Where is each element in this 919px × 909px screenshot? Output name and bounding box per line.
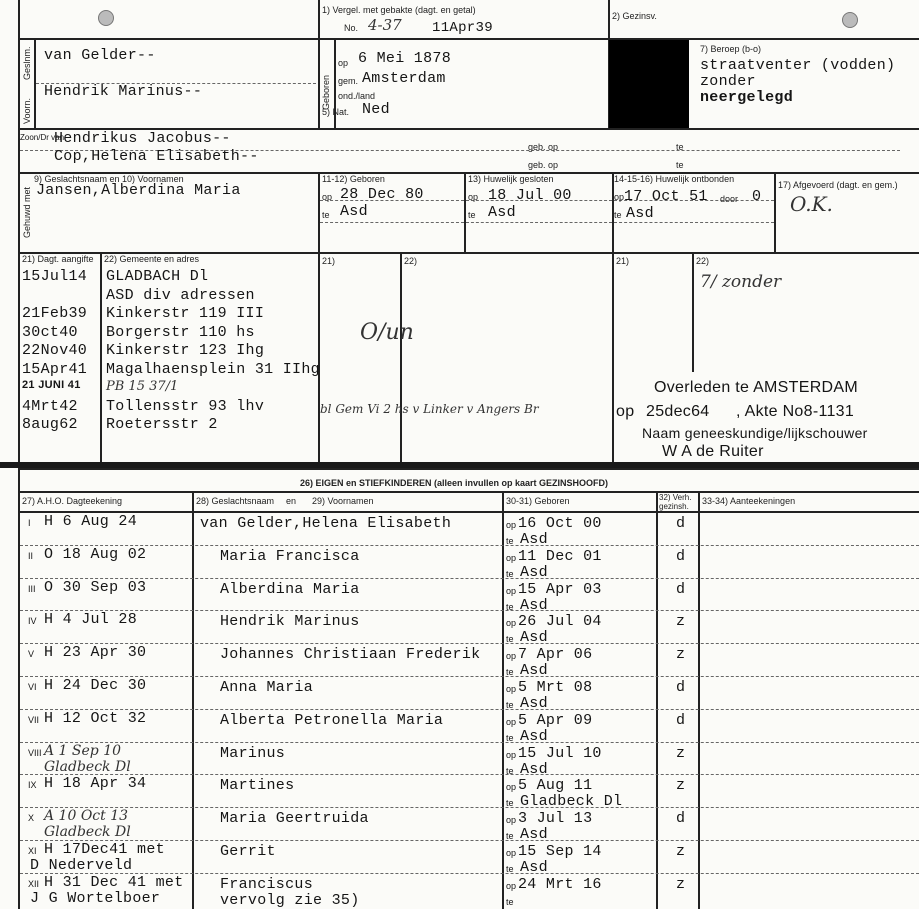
child-te-label: te	[506, 568, 514, 579]
child-op-label: op	[506, 618, 517, 629]
dissolved-header: 14-15-16) Huwelijk ontbonden	[614, 174, 735, 184]
punch-hole-icon	[842, 12, 858, 28]
rule	[614, 222, 774, 223]
child-op-label: op	[506, 716, 517, 727]
born-header: 30-31) Geboren	[506, 496, 570, 506]
child-aho: H 17Dec41 met	[44, 841, 165, 858]
row-divider	[20, 774, 919, 775]
child-number: VIII	[28, 747, 42, 758]
child-op-label: op	[506, 552, 517, 563]
married-label: Gehuwd met	[22, 186, 32, 238]
child-birth-date: 11 Dec 01	[518, 547, 602, 565]
child-te-label: te	[506, 732, 514, 743]
nationality: Ned	[362, 101, 390, 118]
child-aho: A 1 Sep 10	[44, 742, 122, 759]
child-birth-place: Asd	[520, 727, 548, 745]
spouse-birth-date: 28 Dec 80	[340, 186, 424, 203]
row-divider	[20, 578, 919, 579]
address-date: 15Apr41	[22, 360, 88, 378]
child-birth-place: Asd	[520, 629, 548, 647]
address-header: 22) Gemeente en adres	[104, 254, 200, 264]
marriage-te: te	[468, 210, 476, 220]
rule	[320, 222, 464, 223]
aho-header: 27) A.H.O. Dagteekening	[22, 496, 123, 506]
child-aho: H 18 Apr 34	[44, 775, 147, 793]
child-name: van Gelder,Helena Elisabeth	[200, 515, 452, 532]
child-verh: z	[676, 875, 686, 893]
and-header: en	[286, 496, 297, 506]
child-te-label: te	[506, 831, 514, 842]
child-number: II	[28, 550, 34, 561]
surname-header: 28) Geslachtsnaam	[196, 496, 275, 506]
child-op-label: op	[506, 848, 517, 858]
child-verh: d	[676, 711, 686, 729]
child-birth-date: 5 Mrt 08	[518, 679, 593, 696]
ond-land-label: ond./land	[338, 91, 376, 101]
rule	[18, 468, 20, 909]
child-birth-date: 15 Apr 03	[518, 580, 602, 598]
surname: van Gelder--	[44, 47, 156, 64]
parents-label: Zoon/Dr van	[20, 133, 65, 142]
death-akte: , Akte No8-1131	[736, 403, 855, 420]
child-op-label: op	[506, 585, 517, 596]
gezinsv-label: 2) Gezinsv.	[612, 11, 657, 21]
child-birth-date: 5 Apr 09	[518, 711, 593, 729]
marriage-op: op	[468, 192, 479, 202]
birth-date: 6 Mei 1878	[358, 50, 452, 67]
notes-header: 33-34) Aanteekeningen	[702, 496, 796, 506]
birth-label: Geboren	[321, 74, 331, 110]
mother-geb-label: geb. op	[528, 160, 559, 170]
child-birth-date: 15 Sep 14	[518, 843, 602, 860]
child-birth-date: 26 Jul 04	[518, 613, 602, 631]
child-te-label: te	[506, 536, 514, 546]
rule	[464, 172, 466, 252]
spouse-birth-op: op	[322, 192, 333, 202]
child-number: VI	[28, 682, 37, 692]
child-birth-date: 7 Apr 06	[518, 646, 593, 664]
child-number: VII	[28, 714, 40, 725]
father-geb-label: geb. op	[528, 142, 559, 152]
child-aho: H 31 Dec 41 met	[44, 873, 184, 891]
child-birth-place: Asd	[520, 695, 548, 712]
child-number: IX	[28, 780, 37, 791]
address-date: 21Feb39	[22, 305, 88, 322]
child-birth-place: Asd	[520, 596, 548, 614]
row-divider	[20, 807, 919, 808]
child-number: X	[28, 813, 35, 824]
child-op-label: op	[506, 782, 517, 793]
father: Hendrikus Jacobus--	[54, 130, 231, 147]
child-op-label: op	[506, 651, 517, 662]
child-te-label: te	[506, 798, 514, 809]
occupation-line-1: straatventer (vodden)	[700, 57, 896, 74]
address-text: Kinkerstr 123 Ihg	[106, 342, 265, 359]
child-verh: d	[676, 580, 686, 598]
mother: Cop,Helena Elisabeth--	[54, 148, 259, 165]
child-number: V	[28, 649, 35, 660]
child-aho: H 24 Dec 30	[44, 677, 147, 694]
child-verh: d	[676, 515, 686, 532]
address-date-header: 21) Dagt. aangifte	[22, 254, 94, 264]
address-text: PB 15 37/1	[106, 379, 179, 394]
marriage-header: 13) Huwelijk gesloten	[468, 174, 554, 184]
child-name: Martines	[220, 777, 295, 795]
death-date: 25dec64	[646, 403, 710, 420]
marriage-date: 18 Jul 00	[488, 187, 572, 204]
child-aho: H 12 Oct 32	[44, 709, 147, 727]
child-name: Maria Francisca	[220, 547, 360, 565]
child-aho: O 18 Aug 02	[44, 545, 147, 563]
child-name: Johannes Christiaan Frederik	[220, 646, 481, 664]
death-line-3: Naam geneeskundige/lijkschouwer	[642, 425, 868, 441]
child-name: Franciscus	[220, 875, 314, 893]
address-date: 15Jul14	[22, 268, 88, 285]
child-number: XII	[28, 878, 40, 889]
rule	[100, 252, 102, 462]
handwritten-note-long: bl Gem Vi 2 hs v Linker v Angers Br	[320, 402, 539, 416]
spouse-header: 9) Geslachtsnaam en 10) Voornamen	[34, 174, 184, 184]
death-op: op	[616, 403, 635, 420]
rule	[192, 491, 194, 909]
children-title: 26) EIGEN en STIEFKINDEREN (alleen invullen op kaart GEZINSHOOFD)	[300, 478, 609, 488]
address-text: GLADBACH Dl	[106, 268, 209, 285]
rule	[18, 38, 919, 40]
redaction-block	[609, 40, 689, 128]
rule	[692, 252, 694, 372]
row-divider	[20, 742, 919, 743]
child-aho: A 10 Oct 13	[44, 808, 129, 825]
spouse-birth-header: 11-12) Geboren	[322, 174, 385, 184]
death-line-1: Overleden te AMSTERDAM	[654, 379, 858, 396]
child-birth-date: 16 Oct 00	[518, 515, 602, 532]
child-birth-date: 5 Aug 11	[518, 777, 593, 795]
rule	[774, 172, 776, 252]
child-op-label: op	[506, 749, 517, 760]
marriage-place: Asd	[488, 204, 516, 221]
row-divider	[20, 545, 919, 546]
child-aho-2: J G Wortelboer	[30, 889, 161, 907]
address-text: Kinkerstr 119 III	[106, 305, 265, 322]
spouse-name: Jansen,Alberdina Maria	[36, 182, 241, 199]
child-te-label: te	[506, 667, 514, 678]
row-divider	[20, 643, 919, 644]
rule	[18, 0, 20, 462]
child-op-label: op	[506, 815, 517, 826]
rule	[502, 491, 504, 909]
occupation-line-3: neergelegd	[700, 89, 794, 106]
punch-hole-icon	[98, 10, 114, 26]
rule	[400, 252, 402, 462]
child-name: Anna Maria	[220, 679, 314, 696]
address-text: ASD div adressen	[106, 286, 255, 304]
row-divider	[20, 610, 919, 611]
child-aho: H 4 Jul 28	[44, 611, 138, 629]
child-op-label: op	[506, 880, 517, 891]
dissolved-te: te	[614, 210, 622, 220]
birth-gem-label: gem.	[338, 76, 359, 86]
child-name: Maria Geertruida	[220, 810, 369, 828]
address-text: Magalhaensplein 31 IIhg	[106, 360, 320, 378]
rule	[466, 222, 612, 223]
verh-header: 32) Verh. gezinsh.	[659, 493, 692, 511]
col22b-header: 22)	[696, 256, 710, 266]
child-name: Alberta Petronella Maria	[220, 711, 444, 729]
vergel-number: 4-37	[368, 16, 402, 34]
child-verh: z	[676, 613, 686, 631]
child-name: Gerrit	[220, 843, 276, 860]
children-card	[0, 468, 919, 909]
surname-label: Geslnm.	[22, 46, 32, 80]
father-te-label: te	[676, 142, 684, 152]
child-birth-place: Asd	[520, 826, 548, 844]
child-birth-date: 15 Jul 10	[518, 744, 602, 762]
given-header: 29) Voornamen	[312, 496, 374, 506]
dissolved-place: Asd	[626, 205, 654, 222]
child-te-label: te	[506, 864, 514, 874]
col21b-header: 21)	[616, 256, 630, 266]
child-birth-date: 24 Mrt 16	[518, 875, 602, 893]
child-name: Alberdina Maria	[220, 580, 360, 598]
no-label: No.	[344, 23, 359, 33]
child-te-label: te	[506, 896, 514, 907]
dissolved-by: 0	[752, 188, 762, 205]
child-number: XI	[28, 846, 37, 856]
child-te-label: te	[506, 765, 514, 776]
child-birth-place: Asd	[520, 760, 548, 778]
dissolved-op: op	[614, 192, 625, 202]
rule	[698, 491, 700, 909]
child-name: Marinus	[220, 744, 286, 762]
child-aho: H 6 Aug 24	[44, 513, 138, 530]
child-te-label: te	[506, 700, 514, 710]
address-date: 22Nov40	[22, 342, 88, 359]
death-physician: W A de Ruiter	[662, 443, 764, 460]
rule	[318, 172, 320, 462]
row-divider	[20, 676, 919, 677]
child-birth-place: Asd	[520, 859, 548, 876]
child-verh: z	[676, 777, 686, 795]
address-text: Tollensstr 93 lhv	[106, 397, 265, 415]
child-te-label: te	[506, 634, 514, 645]
col21-header: 21)	[322, 256, 336, 266]
rule	[18, 511, 919, 513]
spouse-birth-place: Asd	[340, 203, 368, 220]
birth-op-label: op	[338, 58, 349, 68]
child-number: I	[28, 518, 31, 528]
vergel-label: 1) Vergel. met gebakte (dagt. en getal)	[322, 5, 476, 15]
dissolved-door: door	[720, 194, 739, 204]
child-verh: z	[676, 744, 686, 762]
rule	[18, 468, 919, 470]
child-birth-place: Asd	[520, 531, 548, 548]
given-names-label: Voorn.	[22, 97, 32, 124]
afgevoerd-header: 17) Afgevoerd (dagt. en gem.)	[778, 180, 898, 190]
rule	[318, 0, 320, 128]
child-number: IV	[28, 616, 37, 627]
child-aho-2: Gladbeck Dl	[44, 824, 131, 841]
child-verh: d	[676, 547, 686, 565]
given-names: Hendrik Marinus--	[44, 83, 203, 100]
dissolved-date: 17 Oct 51	[624, 188, 708, 205]
mother-te-label: te	[676, 160, 684, 170]
address-text: Borgerstr 110 hs	[106, 323, 255, 341]
child-aho-2: D Nederveld	[30, 857, 133, 874]
address-text: Roetersstr 2	[106, 416, 218, 433]
address-date: 8aug62	[22, 416, 78, 433]
occupation-label: 7) Beroep (b-o)	[700, 44, 762, 54]
vergel-date: 11Apr39	[432, 20, 493, 36]
spouse-birth-te: te	[322, 210, 330, 220]
child-birth-place: Asd	[520, 662, 548, 680]
child-op-label: op	[506, 684, 517, 694]
address-date: 30ct40	[22, 323, 78, 341]
child-aho-2: Gladbeck Dl	[44, 758, 131, 775]
child-verh: d	[676, 679, 686, 696]
occupation-line-2: zonder	[700, 73, 756, 90]
child-birth-date: 3 Jul 13	[518, 810, 593, 828]
birth-place: Amsterdam	[362, 70, 446, 87]
rule	[656, 491, 658, 909]
child-te-label: te	[506, 601, 514, 612]
child-birth-place: Gladbeck Dl	[520, 793, 623, 811]
address-date: 21 JUNI 41	[22, 379, 81, 391]
child-verh: z	[676, 646, 686, 664]
child-op-label: op	[506, 520, 517, 530]
nat-label: 5) Nat.	[322, 107, 350, 117]
row-divider	[20, 709, 919, 710]
child-name-2: vervolg zie 35)	[220, 891, 360, 909]
child-birth-place: Asd	[520, 563, 548, 581]
address-date: 4Mrt42	[22, 397, 78, 415]
child-number: III	[28, 583, 36, 594]
handwritten-note-right: 7/ zonder	[700, 272, 782, 292]
col22-header: 22)	[404, 256, 418, 266]
child-verh: z	[676, 843, 686, 860]
child-name: Hendrik Marinus	[220, 613, 360, 631]
child-aho: H 23 Apr 30	[44, 644, 147, 662]
rule	[18, 491, 919, 493]
handwritten-note-mid: O/un	[360, 320, 414, 345]
child-verh: d	[676, 810, 686, 828]
child-aho: O 30 Sep 03	[44, 578, 147, 596]
afgevoerd-mark: O.K.	[790, 192, 833, 216]
